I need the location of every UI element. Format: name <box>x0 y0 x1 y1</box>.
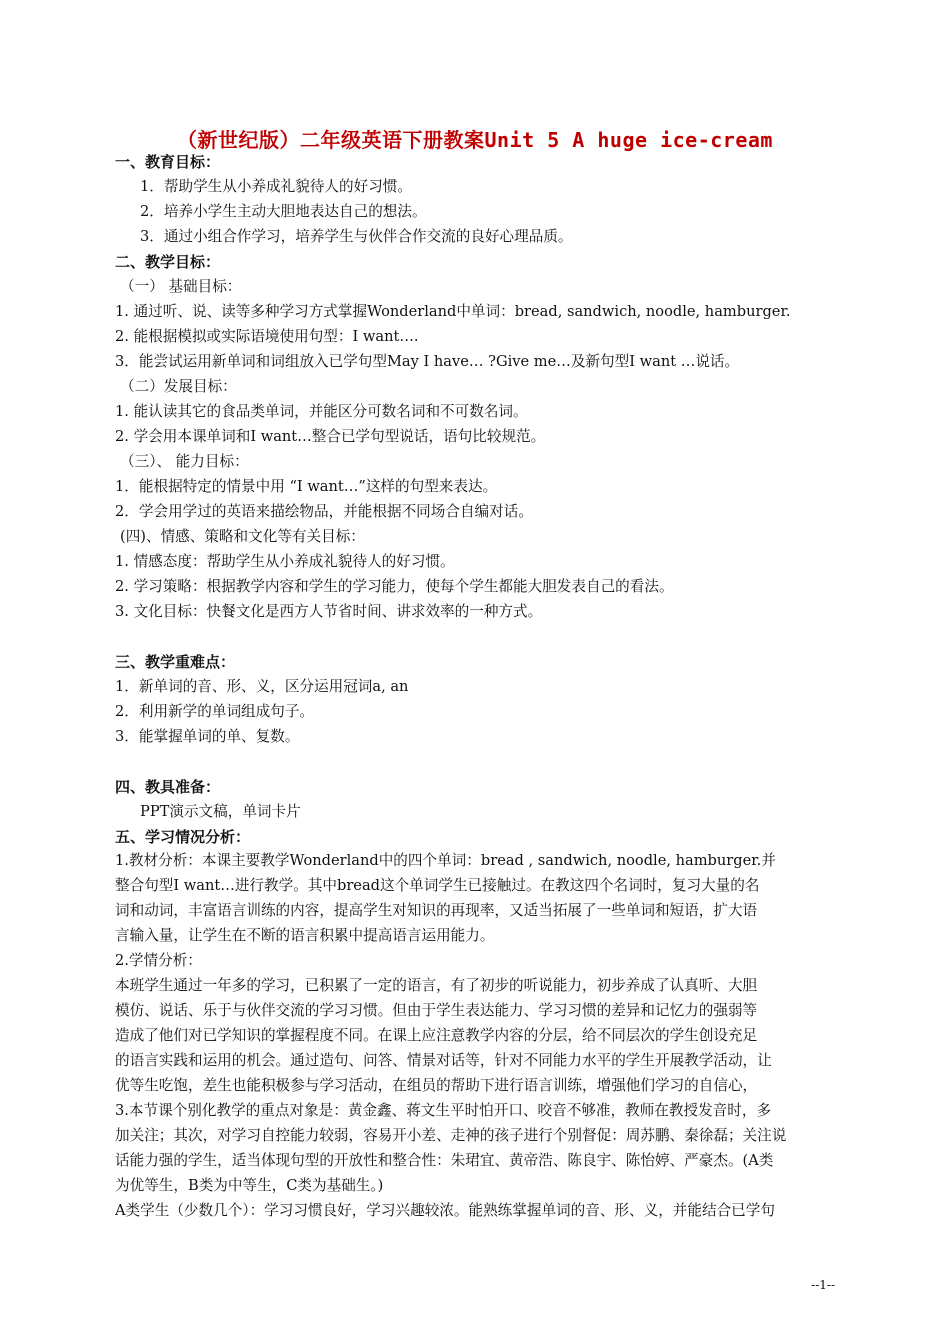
list-item: 1. 能认读其它的食品类单词，并能区分可数名词和不可数名词。 <box>115 403 528 420</box>
paragraph-line: 3.本节课个别化教学的重点对象是：黄金鑫、蒋文生平时怕开口、咬音不够准，教师在教授发音时，多 <box>115 1102 772 1119</box>
paragraph-line: 1.教材分析：本课主要教学Wonderland中的四个单词：bread , sandwich, noodle, hamburger.并 <box>115 852 776 869</box>
paragraph-line: 模仿、说话、乐于与伙伴交流的学习习惯。但由于学生表达能力、学习习惯的差异和记忆力的强弱等 <box>115 1002 758 1019</box>
paragraph-line: 为优等生，B类为中等生，C类为基础生。) <box>115 1177 384 1194</box>
page-number: --1-- <box>811 1278 835 1292</box>
section-heading-teaching-goals: 二、教学目标： <box>115 253 221 271</box>
subheading-development-goals: （二）发展目标： <box>120 378 237 395</box>
list-item: 3．通过小组合作学习，培养学生与伙伴合作交流的良好心理品质。 <box>140 228 573 245</box>
paragraph-line: 话能力强的学生，适当体现句型的开放性和整合性：朱珺宜、黄帝浩、陈良宇、陈怡婷、严豪杰。(A类 <box>115 1152 774 1169</box>
list-item: 1．新单词的音、形、义，区分运用冠词a, an <box>115 678 409 695</box>
paragraph-line: 优等生吃饱，差生也能积极参与学习活动，在组员的帮助下进行语言训练，增强他们学习的自信心， <box>115 1077 758 1094</box>
paragraph-line: 2.学情分析： <box>115 952 202 969</box>
list-item: 1. 通过听、说、读等多种学习方式掌握Wonderland中单词：bread, sandwich, noodle, hamburger. <box>115 303 791 320</box>
document-title: （新世纪版）二年级英语下册教案Unit 5 A huge ice-cream <box>177 128 773 152</box>
subheading-basic-goals: （一） 基础目标： <box>120 278 242 295</box>
paragraph-line: 加关注；其次，对学习自控能力较弱，容易开小差、走神的孩子进行个别督促：周苏鹏、秦徐磊；关注说 <box>115 1127 787 1144</box>
paragraph-line: 本班学生通过一年多的学习，已积累了一定的语言，有了初步的听说能力，初步养成了认真听、大胆 <box>115 977 758 994</box>
subheading-ability-goals: （三）、 能力目标： <box>120 453 249 470</box>
materials-text: PPT演示文稿，单词卡片 <box>140 803 301 820</box>
list-item: 2. 学会用本课单词和I want…整合已学句型说话，语句比较规范。 <box>115 428 546 445</box>
paragraph-line: 词和动词，丰富语言训练的内容，提高学生对知识的再现率，又适当拓展了一些单词和短语，扩大语 <box>115 902 758 919</box>
list-item: 2. 能根据模拟或实际语境使用句型：I want…. <box>115 328 419 345</box>
section-heading-key-points: 三、教学重难点： <box>115 653 236 671</box>
section-heading-education-goals: 一、教育目标： <box>115 153 221 171</box>
list-item: 1．帮助学生从小养成礼貌待人的好习惯。 <box>140 178 412 195</box>
list-item: 2．利用新学的单词组成句子。 <box>115 703 315 720</box>
paragraph-line: 造成了他们对已学知识的掌握程度不同。在课上应注意教学内容的分层，给不同层次的学生创设充足 <box>115 1027 758 1044</box>
list-item: 3. 文化目标：快餐文化是西方人节省时间、讲求效率的一种方式。 <box>115 603 543 620</box>
list-item: 1. 情感态度：帮助学生从小养成礼貌待人的好习惯。 <box>115 553 455 570</box>
list-item: 2．培养小学生主动大胆地表达自己的想法。 <box>140 203 427 220</box>
list-item: 3．能掌握单词的单、复数。 <box>115 728 300 745</box>
paragraph-line: 言输入量，让学生在不断的语言积累中提高语言运用能力。 <box>115 927 495 944</box>
paragraph-line: 整合句型I want…进行教学。其中bread这个单词学生已接触过。在教这四个名词时，复习大量的名 <box>115 877 760 894</box>
list-item: 3．能尝试运用新单词和词组放入已学句型May I have… ?Give me…及新句型I want …说话。 <box>115 353 740 370</box>
list-item: 2．学会用学过的英语来描绘物品，并能根据不同场合自编对话。 <box>115 503 533 520</box>
paragraph-line: A类学生（少数几个）：学习习惯良好，学习兴趣较浓。能熟练掌握单词的音、形、义，并能结合已学句 <box>115 1202 775 1219</box>
section-heading-materials: 四、教具准备： <box>115 778 221 796</box>
paragraph-line: 的语言实践和运用的机会。通过造句、问答、情景对话等，针对不同能力水平的学生开展教学活动，让 <box>115 1052 772 1069</box>
list-item: 1．能根据特定的情景中用 “I want…”这样的句型来表达。 <box>115 478 498 495</box>
subheading-emotion-goals: (四)、情感、策略和文化等有关目标： <box>120 528 365 545</box>
section-heading-analysis: 五、学习情况分析： <box>115 828 251 846</box>
list-item: 2. 学习策略：根据教学内容和学生的学习能力，使每个学生都能大胆发表自己的看法。 <box>115 578 674 595</box>
